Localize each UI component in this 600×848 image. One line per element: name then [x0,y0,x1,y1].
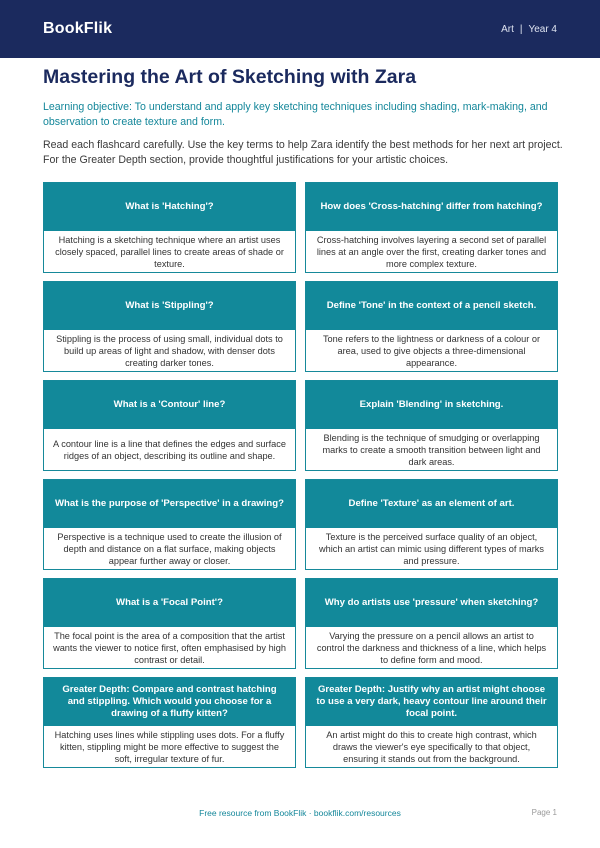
flashcard-answer: Cross-hatching involves layering a second set of parallel lines at an angle over the first, creating darker tones and more complex texture. [316,234,547,269]
flashcard-question: What is 'Stippling'? [44,282,295,330]
flashcard-question: What is the purpose of 'Perspective' in a drawing? [44,480,295,528]
flashcard-question: What is 'Hatching'? [44,183,295,231]
instructions: Read each flashcard carefully. Use the key terms to help Zara identify the best methods for her next art project. For the Greater Depth section, provide thoughtful justifications for your artistic choices. [43,139,563,166]
flashcard-answer: A contour line is a line that defines the edges and surface ridges of an object, describing its outline and shape. [53,438,286,461]
flashcard-answer: Texture is the perceived surface quality of an object, which an artist can mimic using different types of marks and pressure. [318,531,544,566]
page-title: Mastering the Art of Sketching with Zara [43,66,417,88]
flashcard [43,380,296,471]
flashcard-answer: Stippling is the process of using small, individual dots to build up areas of light and shadow, with denser dots creating darker tones. [56,333,283,368]
subject-label: Art [501,23,514,35]
flashcard-question: Define 'Tone' in the context of a pencil sketch. [306,282,557,330]
footer-link[interactable]: Free resource from BookFlik · bookflik.com/resources [199,808,401,818]
flashcard [43,578,296,669]
flashcard-question: Greater Depth: Justify why an artist might choose to use a very dark, heavy contour line around their focal point. [306,678,557,726]
header-meta [501,24,557,35]
flashcard [305,578,558,669]
flashcard-question: Greater Depth: Compare and contrast hatching and stippling. Which would you choose for a drawing of a fluffy kitten? [44,678,295,726]
page-number: Page 1 [531,808,557,817]
flashcard-answer: Tone refers to the lightness or darkness of a colour or area, used to give objects a three-dimensional appearance. [322,333,541,368]
flashcard [43,182,296,273]
flashcard-answer: An artist might do this to create high contrast, which draws the viewer's eye specifically to that object, ensuring it stands out from the background. [326,729,537,764]
flashcard-answer: Blending is the technique of smudging or overlapping marks to create a smooth transition between light and dark areas. [322,432,541,467]
flashcard-question: How does 'Cross-hatching' differ from hatching? [306,183,557,231]
flashcard-question: Explain 'Blending' in sketching. [306,381,557,429]
learning-objective: Learning objective: To understand and apply key sketching techniques including shading, mark-making, and observation to create texture and form. [43,101,548,128]
flashcard-question: Define 'Texture' as an element of art. [306,480,557,528]
flashcard-answer: Hatching uses lines while stippling uses dots. For a fluffy kitten, stippling might be more effective to suggest the soft, irregular texture of fur. [54,729,285,764]
flashcard [305,479,558,570]
flashcard [305,182,558,273]
flashcard-answer: The focal point is the area of a composition that the artist wants the viewer to notice first, often emphasised by high contrast or detail. [53,630,286,665]
flashcard-question: What is a 'Contour' line? [44,381,295,429]
flashcard [43,281,296,372]
header-bar [0,0,600,58]
flashcard-answer: Varying the pressure on a pencil allows an artist to control the darkness and thickness of a line, which helps to define form and mood. [316,630,547,665]
flashcard [305,281,558,372]
flashcard-answer: Perspective is a technique used to create the illusion of depth and distance on a flat surface, making objects appear further away or closer. [57,531,282,566]
flashcard [43,677,296,768]
flashcard-answer: Hatching is a sketching technique where an artist uses closely spaced, parallel lines to create areas of shade or texture. [55,234,284,269]
brand-logo[interactable]: BookFlik [43,20,113,37]
flashcard [305,380,558,471]
flashcard [43,479,296,570]
flashcard-grid [43,182,558,768]
year-label: Year 4 [528,23,557,35]
flashcard-question: What is a 'Focal Point'? [44,579,295,627]
flashcard [305,677,558,768]
footer [0,808,600,820]
flashcard-question: Why do artists use 'pressure' when sketching? [306,579,557,627]
meta-separator: | [519,23,523,35]
